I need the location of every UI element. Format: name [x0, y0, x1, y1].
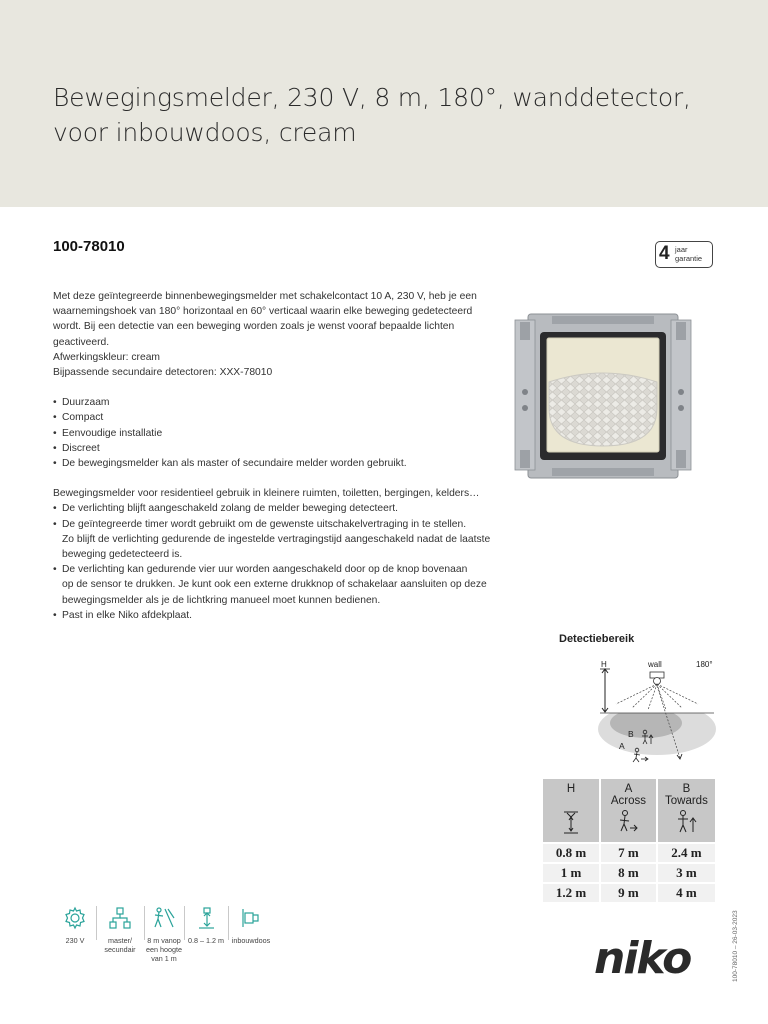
table-cell: 3 m: [657, 863, 715, 883]
niko-logo: [592, 935, 718, 979]
list-line: De geïntegreerde timer wordt gebruikt om de gewenste uitschakelvertraging in te stellen.: [62, 518, 467, 530]
list-line: bewegingsmelder als je de lichtkring manueel moet kunnen bedienen.: [62, 594, 381, 606]
diagram-label-h: H: [601, 660, 607, 669]
range-person-icon: [152, 906, 176, 930]
table-cell: 7 m: [600, 843, 657, 863]
list-line: Zo blijft de verlichting gedurende de ingestelde vertragingstijd aangeschakeld nadat de laatste: [62, 533, 491, 545]
table-row: [543, 843, 715, 863]
diagram-label-angle: 180°: [696, 660, 713, 669]
detection-diagram: [596, 658, 718, 768]
list-line: Past in elke Niko afdekplaat.: [62, 609, 192, 621]
diagram-label-wall: wall: [648, 660, 662, 669]
feature-mounting-height: [185, 906, 227, 945]
warranty-badge: [655, 241, 713, 268]
table-cell: 1 m: [543, 863, 600, 883]
feature-label: 0.8 – 1.2 m: [188, 936, 224, 945]
feature-label: secundair: [104, 945, 136, 954]
gear-icon: [63, 906, 87, 930]
feature-voltage: [55, 906, 95, 945]
table-cell: 0.8 m: [543, 843, 600, 863]
list-line: De verlichting blijft aangeschakeld zolang de melder beweging detecteert.: [62, 503, 398, 515]
col-header-h: [543, 779, 600, 807]
warranty-years: 4: [659, 243, 670, 264]
detection-title: Detectiebereik: [559, 633, 635, 645]
list-line: op de sensor te drukken. Je kunt ook een externe drukknop of schakelaar aansluiten op deze: [62, 579, 487, 591]
header-letter: H: [566, 783, 576, 795]
master-secondary-icon: [108, 906, 132, 930]
logo-text: niko: [594, 935, 691, 979]
person-across-icon: [600, 807, 657, 843]
detection-table: [543, 779, 715, 904]
list-item: • Discreet: [53, 441, 493, 456]
table-cell: 8 m: [600, 863, 657, 883]
document-reference: 100-78010 – 26-03-2023: [732, 910, 739, 982]
col-header-a: [600, 779, 657, 807]
sensor-height-icon: [543, 807, 600, 843]
table-cell: 4 m: [657, 883, 715, 903]
header-banner: [0, 0, 768, 207]
intro-line: Met deze geïntegreerde binnenbewegingsmelder met schakelcontact 10 A, 230 V, heb je een: [53, 291, 477, 302]
header-caption: Towards: [665, 795, 708, 807]
list-item: • Eenvoudige installatie: [53, 426, 493, 441]
usage-bullets: [53, 501, 493, 623]
diagram-label-b: B: [628, 729, 634, 739]
table-row: [543, 863, 715, 883]
feature-bullets: [53, 395, 493, 471]
list-item: • Duurzaam: [53, 395, 493, 410]
feature-label: 230 V: [65, 936, 85, 945]
table-cell: 1.2 m: [543, 883, 600, 903]
intro-line: waarnemingshoek van 180° horizontaal en 60° verticaal waarin elke beweging gedetecteerd: [53, 306, 473, 318]
feature-label: inbouwdoos: [231, 936, 271, 945]
feature-label: master/: [108, 936, 132, 945]
title-line-2: voor inbouwdoos, cream: [53, 118, 357, 147]
feature-label: een hoogte: [146, 945, 182, 954]
header-letter: B: [682, 783, 691, 795]
list-item: [53, 517, 493, 563]
secondary-detectors: Bijpassende secundaire detectoren: XXX-78010: [53, 367, 273, 379]
description: [53, 289, 493, 623]
warranty-label-2: garantie: [675, 254, 703, 263]
usage-intro: Bewegingsmelder voor residentieel gebruik in kleinere ruimten, toiletten, bergingen, kelders…: [53, 488, 480, 500]
list-item: [53, 608, 493, 623]
list-item: • Compact: [53, 410, 493, 425]
finish-color: Afwerkingskleur: cream: [53, 351, 161, 363]
intro-paragraph: [53, 289, 493, 380]
table-icon-row: [543, 807, 715, 843]
header-letter: A: [624, 783, 633, 795]
product-image: [512, 312, 694, 480]
table-header-row: [543, 779, 715, 807]
list-line: De verlichting kan gedurende vier uur worden aangeschakeld door op de knop bovenaan: [62, 564, 468, 576]
col-header-b: [657, 779, 715, 807]
list-line: beweging gedetecteerd is.: [62, 549, 183, 561]
page-title: [53, 80, 733, 150]
product-code: 100-78010: [53, 238, 125, 255]
mounting-height-icon: [194, 906, 218, 930]
header-caption: Across: [610, 795, 646, 807]
warranty-label-1: jaar: [675, 245, 688, 254]
feature-master-secondary: [97, 906, 143, 954]
list-item: • De bewegingsmelder kan als master of secundaire melder worden gebruikt.: [53, 456, 493, 471]
list-item: [53, 562, 493, 608]
intro-line: wordt. Bij een detectie van een beweging worden zoals je wenst vooraf bepaalde lichten: [53, 321, 455, 333]
table-cell: 9 m: [600, 883, 657, 903]
feature-label: van 1 m: [151, 954, 177, 963]
title-line-1: Bewegingsmelder, 230 V, 8 m, 180°, wanddetector,: [53, 83, 691, 112]
list-item: [53, 501, 493, 516]
feature-flush-box: [229, 906, 273, 945]
table-cell: 2.4 m: [657, 843, 715, 863]
diagram-label-a: A: [619, 741, 625, 751]
table-row: [543, 883, 715, 903]
feature-label: 8 m vanop: [147, 936, 181, 945]
flush-box-icon: [239, 906, 263, 930]
person-towards-icon: [657, 807, 715, 843]
feature-range: [145, 906, 183, 963]
intro-line: geactiveerd.: [53, 336, 110, 348]
